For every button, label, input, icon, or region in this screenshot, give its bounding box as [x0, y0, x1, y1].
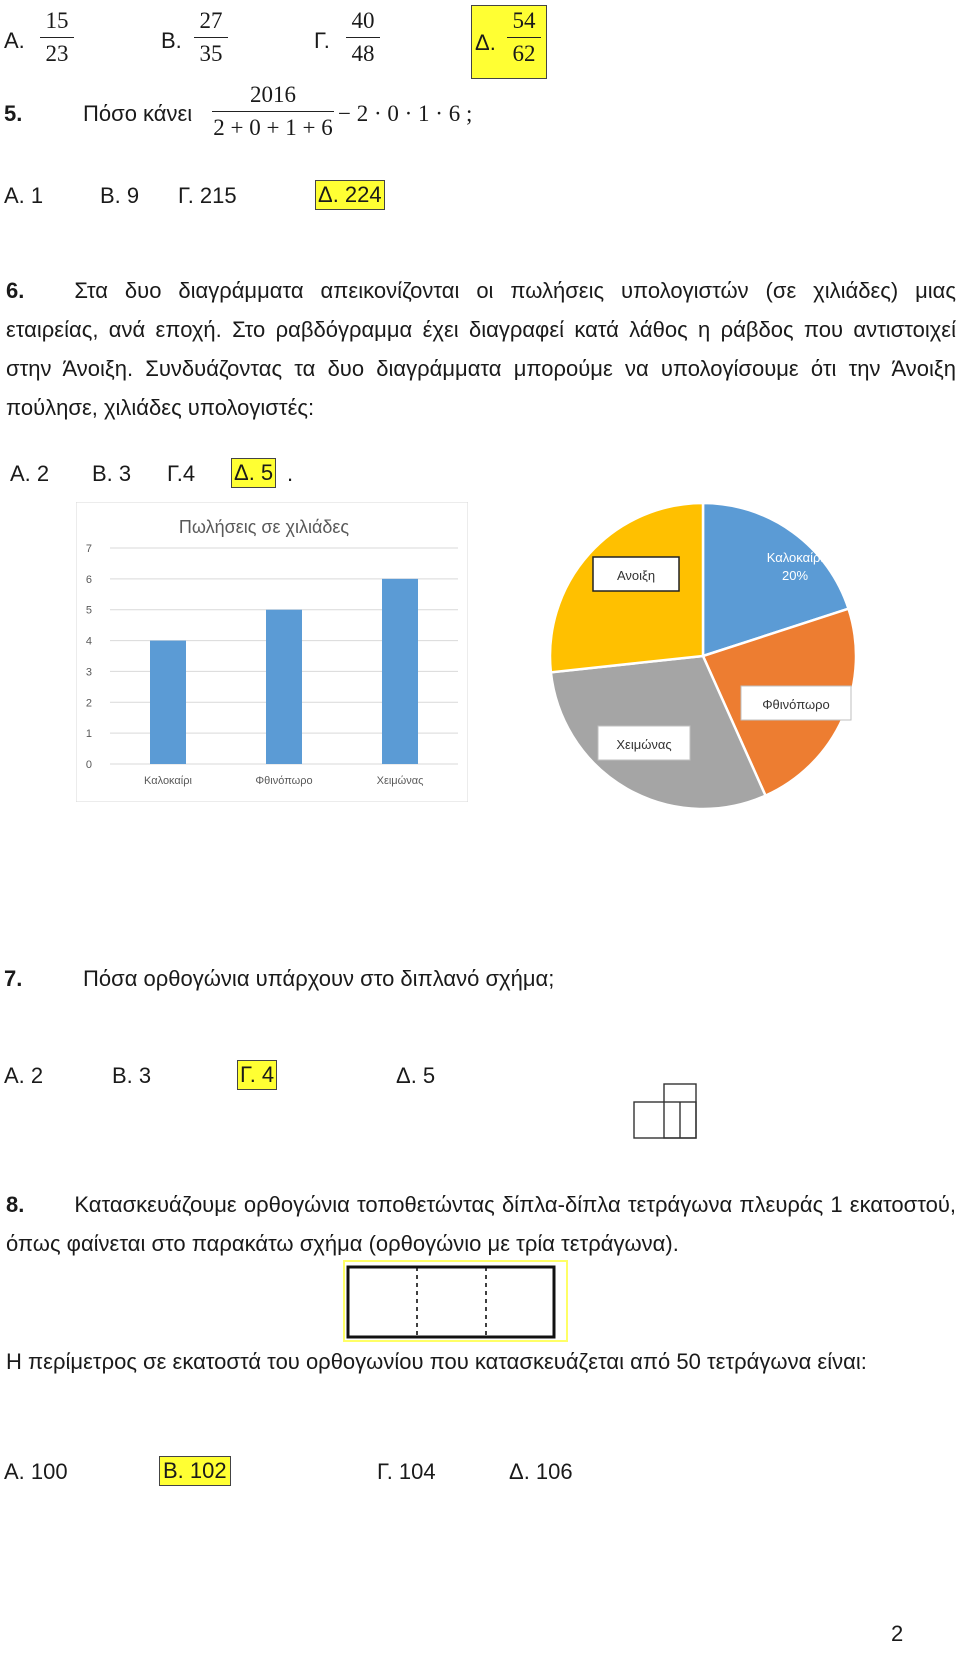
bar-chart	[76, 502, 468, 802]
q7-answer-c: Γ. 4	[240, 1062, 275, 1087]
bar-chart-bar	[382, 579, 418, 764]
q5-prompt: Πόσο κάνει	[83, 101, 193, 126]
bar-chart-y-tick-label: 0	[85, 759, 92, 771]
q4-option-b-fraction: $\frac{27}{35}$	[194, 8, 228, 67]
svg-text:Καλοκαίρι: Καλοκαίρι	[766, 550, 824, 565]
q4-option-d-fraction: $\frac{54}{62}$	[507, 8, 541, 67]
bar-chart-y-tick-label: 1	[85, 728, 92, 741]
q8-number: 8.	[6, 1192, 25, 1217]
q8-question: Η περίμετρος σε εκατοστά του ορθογωνίου που κατασκευάζεται από 50 τετράγωνα είναι:	[6, 1349, 867, 1374]
bar-chart-x-tick-label: Καλοκαίρι	[144, 775, 192, 787]
q6-answer-c: Γ.4	[167, 461, 196, 486]
q6-answer-d: Δ. 5	[234, 460, 274, 485]
q5-number: 5.	[4, 101, 23, 126]
q4-option-a-fraction: $\frac{15}{23}$	[40, 8, 74, 67]
q6-paragraph	[6, 271, 956, 427]
q4-option-c-fraction: $\frac{40}{48}$	[346, 8, 380, 67]
q8-three-squares-figure	[343, 1260, 568, 1342]
bar-chart-y-tick-label: 7	[85, 543, 92, 555]
bar-chart-x-axis	[144, 775, 423, 787]
svg-text:Φθινόπωρο: Φθινόπωρο	[762, 697, 830, 712]
q8-answer-d: Δ. 106	[509, 1459, 573, 1484]
q8-answer-c: Γ. 104	[377, 1459, 436, 1484]
q4-option-c-letter: Γ.	[314, 28, 330, 53]
q7-text: Πόσα ορθογώνια υπάρχουν στο διπλανό σχήμα;	[83, 966, 555, 991]
q8-answer-b: Β. 102	[160, 1457, 230, 1485]
q8-paragraph	[6, 1185, 956, 1263]
q7-number: 7.	[4, 966, 23, 991]
pie-chart-slices	[550, 503, 856, 809]
q7-answer-b: Β. 3	[112, 1063, 152, 1088]
bar-chart-y-tick-label: 3	[85, 666, 92, 679]
q6-answer-b: Β. 3	[92, 461, 132, 486]
bar-chart-x-tick-label: Φθινόπωρο	[255, 775, 313, 787]
q8-text: Κατασκευάζουμε ορθογώνια τοποθετώντας δίπλα-δίπλα τετράγωνα πλευράς 1 εκατοστού, όπως φαίνεται στο παρακάτω σχήμα (ορθογώνιο με τρία τετράγωνα).	[6, 1192, 956, 1256]
q4-option-a-letter: Α.	[4, 28, 25, 53]
q5-answer-d: Δ. 224	[318, 182, 382, 207]
q5-expression-tail: − 2 · 0 · 1 · 6 ;	[338, 101, 473, 126]
pie-label-anoixi	[593, 557, 679, 591]
bar-chart-y-tick-label: 4	[85, 635, 92, 648]
q7-answer-d: Δ. 5	[396, 1063, 436, 1088]
pie-label-fthinoporo	[741, 686, 851, 720]
q6-text: Στα δυο διαγράμματα απεικονίζονται οι πωλήσεις υπολογιστών (σε χιλιάδες) μιας εταιρείας, ανά εποχή. Στο ραβδόγραμμα έχει διαγραφεί κατά λάθος η ράβδος που αντιστοιχεί στην Άνοιξη. Συνδυάζοντας τα δυο διαγράμματα μπορούμε να υπολογίσουμε ότι την Άνοιξη πούλησε, χιλιάδες υπολογιστές:	[6, 278, 956, 420]
bar-chart-bar	[266, 610, 302, 764]
pie-chart	[520, 476, 910, 846]
bar-chart-y-tick-label: 6	[85, 573, 92, 586]
bar-chart-y-tick-label: 2	[85, 697, 92, 710]
q4-option-b-letter: Β.	[161, 28, 182, 53]
bar-chart-bar	[150, 641, 186, 764]
pie-label-xeimonas	[598, 726, 690, 760]
svg-text:Χειμώνας: Χειμώνας	[616, 737, 672, 752]
q7-rectangles-figure	[630, 1080, 702, 1142]
bar-chart-title: Πωλήσεις σε χιλιάδες	[178, 517, 350, 537]
q5-answer-b: Β. 9	[100, 183, 140, 208]
bar-chart-x-tick-label: Χειμώνας	[376, 775, 424, 787]
svg-text:Ανοιξη: Ανοιξη	[616, 568, 656, 583]
page-number: 2	[891, 1621, 904, 1646]
q6-number: 6.	[6, 278, 25, 303]
svg-text:20%: 20%	[781, 568, 809, 583]
q5-fraction: $\frac{2016}{2 + 0 + 1 + 6}$	[213, 82, 333, 140]
q6-trailing-dot: .	[287, 461, 294, 486]
bar-chart-y-tick-label: 5	[85, 604, 92, 617]
q7-answer-a: Α. 2	[4, 1063, 44, 1088]
q6-answer-a: Α. 2	[10, 461, 50, 486]
q5-answer-a: Α. 1	[4, 183, 44, 208]
q4-option-d-letter: Δ.	[475, 30, 496, 55]
q5-answer-c: Γ. 215	[178, 183, 237, 208]
q8-answer-a: Α. 100	[4, 1459, 68, 1484]
